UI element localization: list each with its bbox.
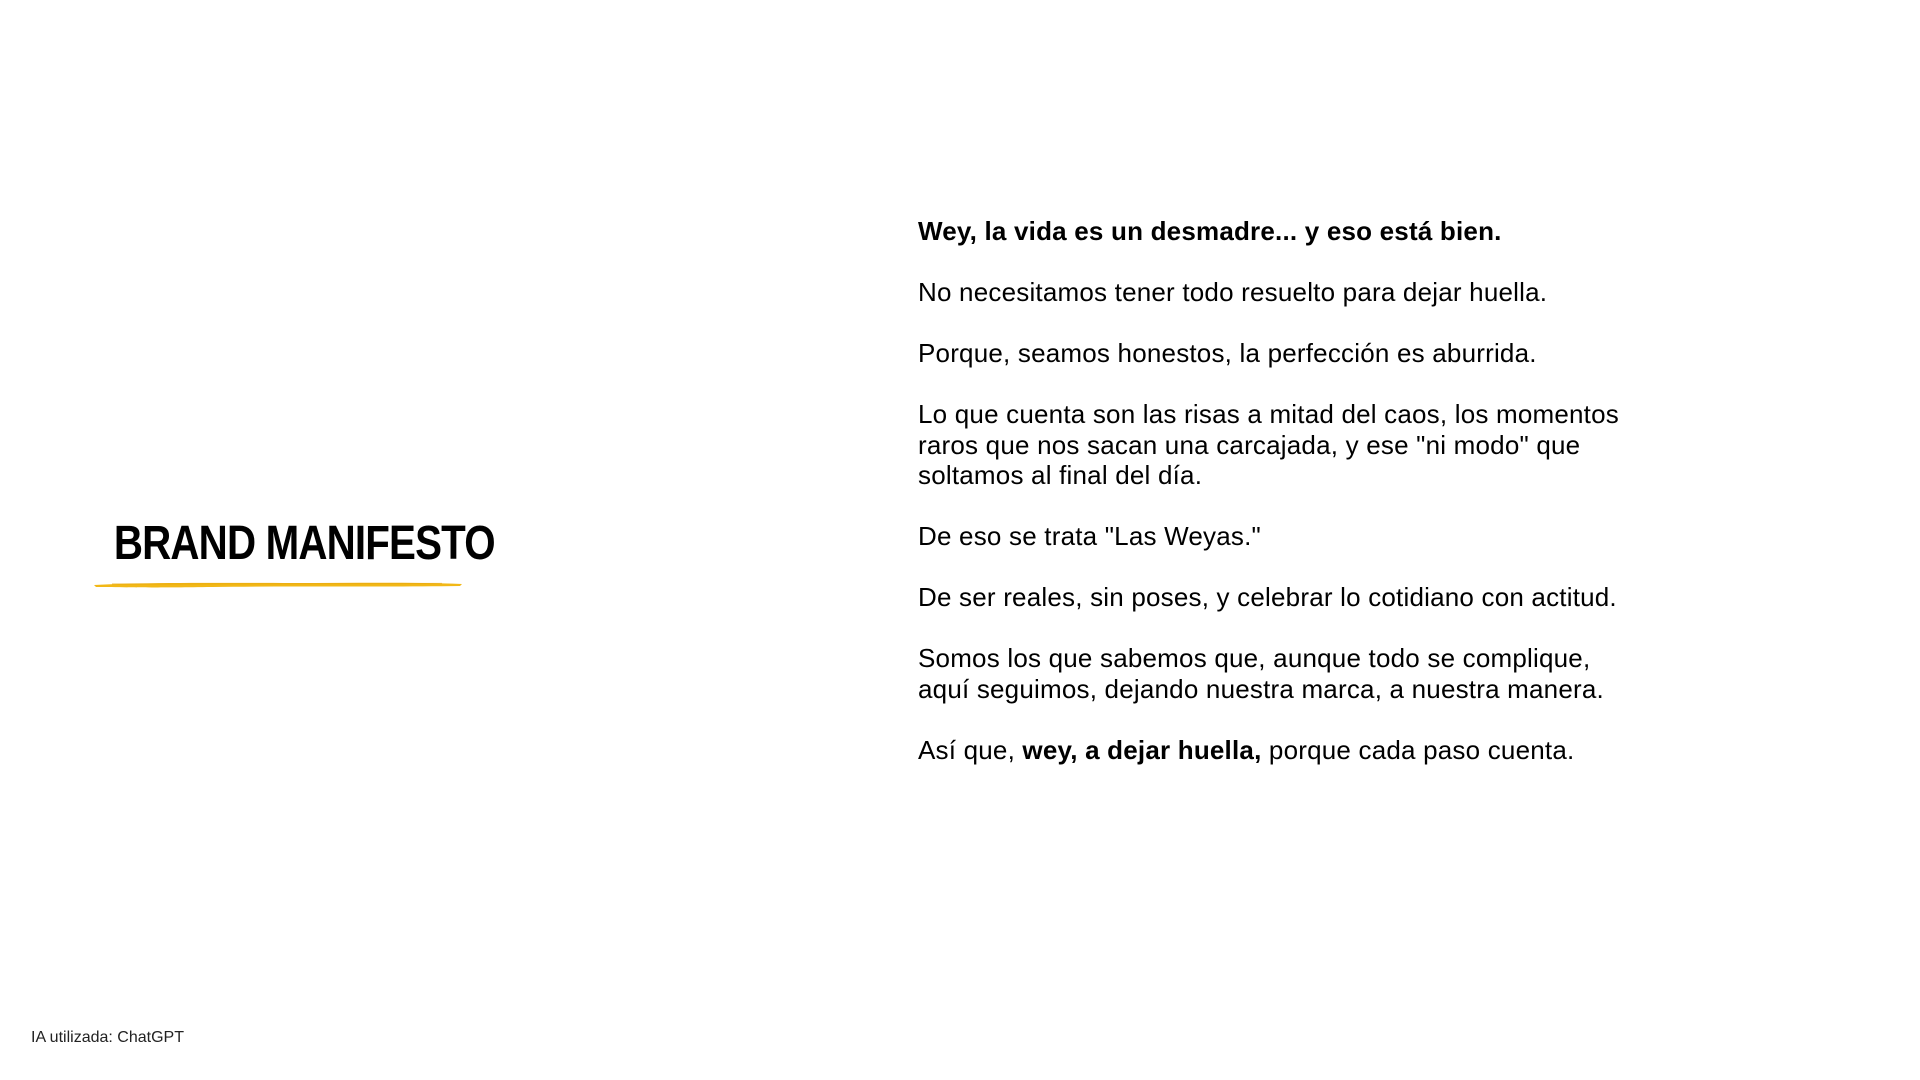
manifesto-closing bbox=[918, 735, 1638, 766]
manifesto-paragraph: Lo que cuenta son las risas a mitad del caos, los momentos raros que nos sacan una carcajada, y ese "ni modo" que soltamos al final del día. bbox=[918, 399, 1619, 490]
closing-emphasis: wey, a dejar huella, bbox=[1022, 734, 1262, 765]
manifesto-paragraph: De ser reales, sin poses, y celebrar lo cotidiano con actitud. bbox=[918, 582, 1617, 612]
manifesto-paragraph: Somos los que sabemos que, aunque todo se complique, aquí seguimos, dejando nuestra marca, a nuestra manera. bbox=[918, 643, 1604, 704]
closing-prefix: Así que, bbox=[918, 734, 1023, 765]
title-block bbox=[92, 516, 495, 572]
closing-suffix: porque cada paso cuenta. bbox=[1261, 734, 1575, 765]
manifesto-text bbox=[918, 216, 1638, 796]
manifesto-paragraph: De eso se trata "Las Weyas." bbox=[918, 521, 1261, 551]
ai-credit-footnote: IA utilizada: ChatGPT bbox=[31, 1029, 184, 1046]
page-title: BRAND MANIFESTO bbox=[113, 517, 495, 570]
manifesto-lead: Wey, la vida es un desmadre... y eso está bien. bbox=[918, 216, 1502, 246]
brush-underline bbox=[92, 579, 464, 589]
manifesto-paragraph: No necesitamos tener todo resuelto para dejar huella. bbox=[918, 277, 1548, 307]
manifesto-paragraph: Porque, seamos honestos, la perfección es aburrida. bbox=[918, 338, 1537, 368]
